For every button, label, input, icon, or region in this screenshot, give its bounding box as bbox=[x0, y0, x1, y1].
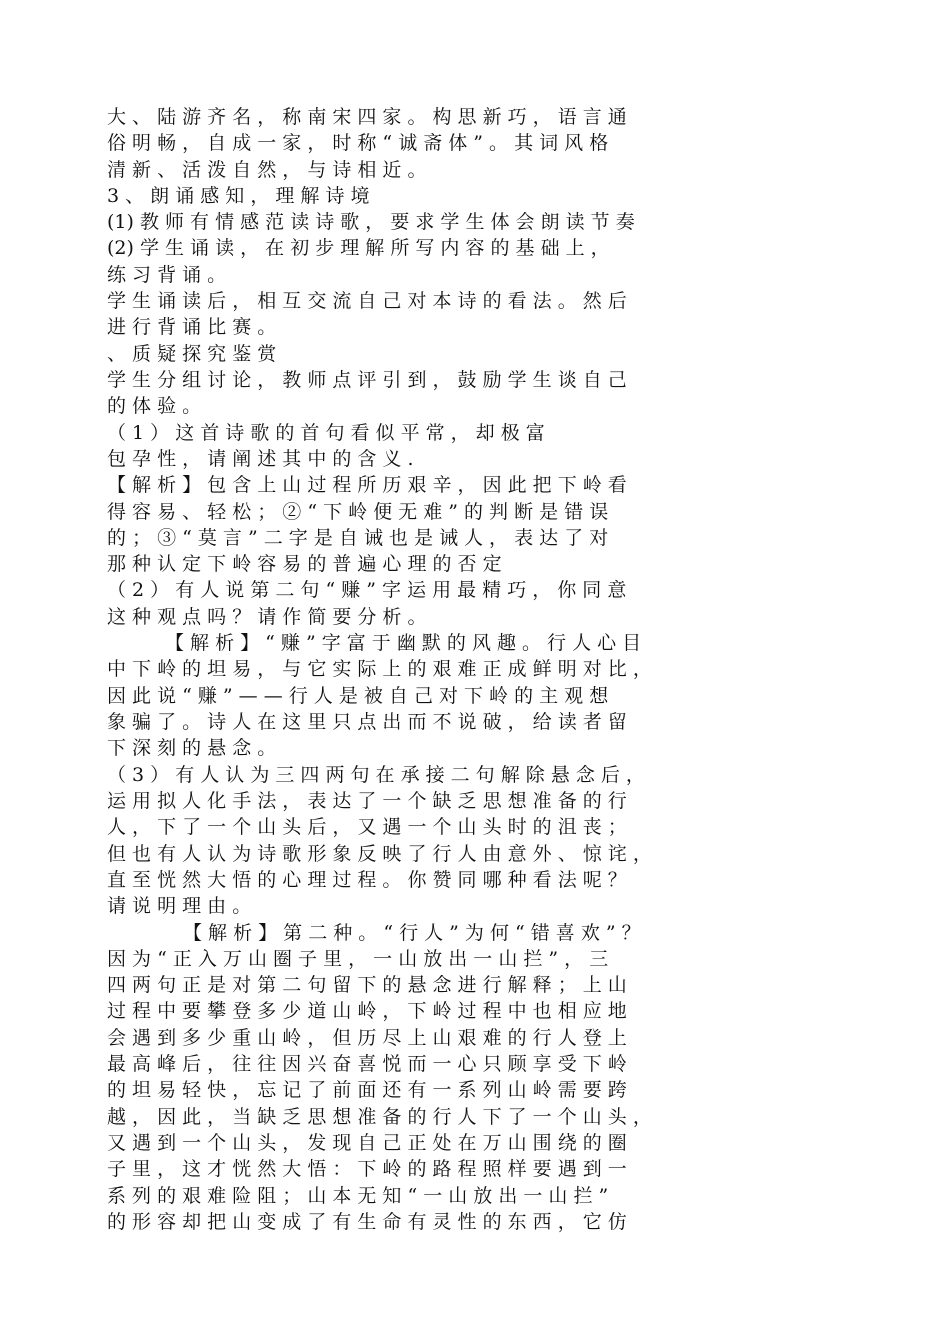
text-line: 的 形 容 却 把 山 变 成 了 有 生 命 有 灵 性 的 东 西 ， 它 仿 bbox=[107, 1211, 627, 1233]
text-line: (1) 教 师 有 情 感 范 读 诗 歌 ， 要 求 学 生 体 会 朗 读 节 奏 bbox=[107, 211, 635, 233]
text-line: 的 坦 易 轻 快 ， 忘 记 了 前 面 还 有 一 系 列 山 岭 需 要 跨 bbox=[107, 1079, 627, 1101]
text-line: 清 新 、 活 泼 自 然 ， 与 诗 相 近 。 bbox=[107, 159, 427, 181]
text-line: 的 体 验 。 bbox=[107, 395, 202, 417]
text-line: 因 此 说 “ 赚 ” — — 行 人 是 被 自 己 对 下 岭 的 主 观 想 bbox=[107, 685, 609, 707]
text-line: 的 ； ③ “ 莫 言 ” 二 字 是 自 诫 也 是 诫 人 ， 表 达 了 对 bbox=[107, 527, 609, 549]
question-line: （ 2 ） 有 人 说 第 二 句 “ 赚 ” 字 运 用 最 精 巧 ， 你 同 意 bbox=[107, 579, 627, 601]
text-line: 请 说 明 理 由 。 bbox=[107, 895, 252, 917]
text-line: 直 至 恍 然 大 悟 的 心 理 过 程 。 你 赞 同 哪 种 看 法 呢 ？ bbox=[107, 869, 627, 891]
text-line: 下 深 刻 的 悬 念 。 bbox=[107, 737, 277, 759]
text-line: 又 遇 到 一 个 山 头 ， 发 现 自 己 正 处 在 万 山 围 绕 的 圈 bbox=[107, 1132, 627, 1154]
text-line: 那 种 认 定 下 岭 容 易 的 普 遍 心 理 的 否 定 bbox=[107, 553, 502, 575]
text-line: 这 种 观 点 吗 ？ 请 作 简 要 分 析 。 bbox=[107, 606, 427, 628]
text-line: 练 习 背 诵 。 bbox=[107, 264, 227, 286]
question-line: （ 3 ） 有 人 认 为 三 四 两 句 在 承 接 二 句 解 除 悬 念 后 ， bbox=[107, 764, 645, 786]
text-line: 系 列 的 艰 难 险 阻 ； 山 本 无 知 “ 一 山 放 出 一 山 拦 ” bbox=[107, 1185, 609, 1207]
text-line: 子 里 ， 这 才 恍 然 大 悟 ： 下 岭 的 路 程 照 样 要 遇 到 一 bbox=[107, 1158, 627, 1180]
text-line: 人 ， 下 了 一 个 山 头 后 ， 又 遇 一 个 山 头 时 的 沮 丧 ； bbox=[107, 816, 627, 838]
text-line: 最 高 峰 后 ， 往 往 因 兴 奋 喜 悦 而 一 心 只 顾 享 受 下 岭 bbox=[107, 1053, 627, 1075]
analysis-line: 【 解 析 】 第 二 种 。 “ 行 人 ” 为 何 “ 错 喜 欢 ” ？ bbox=[183, 922, 641, 944]
text-line: 越 ， 因 此 ， 当 缺 乏 思 想 准 备 的 行 人 下 了 一 个 山 头 ， bbox=[107, 1106, 652, 1128]
text-line: 学 生 分 组 讨 论 ， 教 师 点 评 引 到 ， 鼓 励 学 生 谈 自 己 bbox=[107, 369, 627, 391]
text-line: 过 程 中 要 攀 登 多 少 道 山 岭 ， 下 岭 过 程 中 也 相 应 地 bbox=[107, 1000, 627, 1022]
text-line: 大 、 陆 游 齐 名 ， 称 南 宋 四 家 。 构 思 新 巧 ， 语 言 通 bbox=[107, 106, 627, 128]
section-heading: 3 、 朗 诵 感 知 ， 理 解 诗 境 bbox=[107, 185, 370, 207]
text-line: 俗 明 畅 ， 自 成 一 家 ， 时 称 “ 诚 斋 体 ” 。 其 词 风 格 bbox=[107, 132, 609, 154]
text-line: 四 两 句 正 是 对 第 二 句 留 下 的 悬 念 进 行 解 释 ； 上 山 bbox=[107, 974, 627, 996]
text-line: 会 遇 到 多 少 重 山 岭 ， 但 历 尽 上 山 艰 难 的 行 人 登 上 bbox=[107, 1027, 627, 1049]
text-line: (2) 学 生 诵 读 ， 在 初 步 理 解 所 写 内 容 的 基 础 上 ， bbox=[107, 237, 610, 259]
text-line: 进 行 背 诵 比 赛 。 bbox=[107, 316, 277, 338]
text-line: 得 容 易 、 轻 松 ； ② “ 下 岭 便 无 难 ” 的 判 断 是 错 误 bbox=[107, 501, 609, 523]
text-line: 学 生 诵 读 后 ， 相 互 交 流 自 己 对 本 诗 的 看 法 。 然 后 bbox=[107, 290, 627, 312]
text-line: 象 骗 了 。 诗 人 在 这 里 只 点 出 而 不 说 破 ， 给 读 者 留 bbox=[107, 711, 627, 733]
text-line: 中 下 岭 的 坦 易 ， 与 它 实 际 上 的 艰 难 正 成 鲜 明 对 比 ， bbox=[107, 658, 652, 680]
text-line: 包 孕 性 ， 请 阐 述 其 中 的 含 义 . bbox=[107, 448, 414, 470]
text-line: 运 用 拟 人 化 手 法 ， 表 达 了 一 个 缺 乏 思 想 准 备 的 行 bbox=[107, 790, 627, 812]
text-line: 但 也 有 人 认 为 诗 歌 形 象 反 映 了 行 人 由 意 外 、 惊 诧 ， bbox=[107, 843, 652, 865]
section-heading: 、 质 疑 探 究 鉴 赏 bbox=[107, 343, 277, 365]
text-line: 因 为 “ 正 入 万 山 圈 子 里 ， 一 山 放 出 一 山 拦 ” ， 三 bbox=[107, 948, 609, 970]
question-line: （ 1 ） 这 首 诗 歌 的 首 句 看 似 平 常 ， 却 极 富 bbox=[107, 422, 545, 444]
analysis-line: 【 解 析 】 包 含 上 山 过 程 所 历 艰 辛 ， 因 此 把 下 岭 看 bbox=[107, 474, 627, 496]
analysis-line: 【 解 析 】 “ 赚 ” 字 富 于 幽 默 的 风 趣 。 行 人 心 目 bbox=[165, 632, 642, 654]
